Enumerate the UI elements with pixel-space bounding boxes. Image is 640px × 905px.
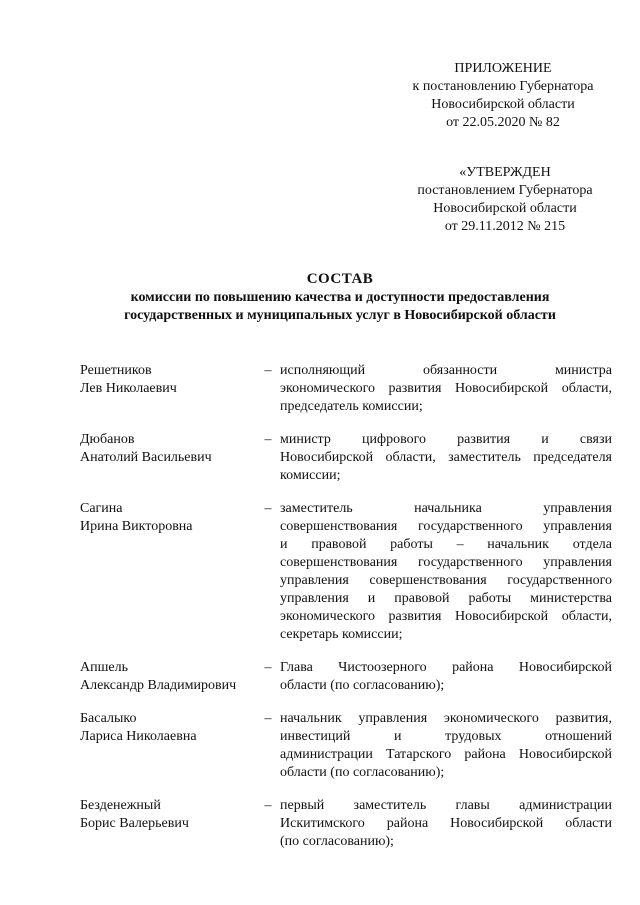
member-role: [280, 362, 612, 416]
role-line: области (по согласованию);: [280, 765, 445, 780]
appendix-line: от 22.05.2020 № 82: [446, 115, 560, 130]
member-given-name: Борис Валерьевич: [80, 816, 189, 831]
appendix-stamp: [394, 60, 612, 132]
separator-dash: –: [264, 501, 272, 516]
document-title: [60, 270, 620, 325]
member-given-name: Александр Владимирович: [80, 678, 237, 693]
approval-line: от 29.11.2012 № 215: [444, 219, 566, 234]
appendix-line: к постановлению Губернатора: [412, 79, 594, 94]
members-list: [80, 362, 612, 866]
member-entry: [80, 659, 612, 695]
role-line: совершенствования государственного управления: [280, 555, 612, 570]
member-role: [280, 659, 612, 695]
member-surname: Басалыко: [80, 711, 137, 726]
role-line: администрации Татарского района Новосибирской: [280, 747, 612, 762]
member-surname: Сагина: [80, 501, 123, 516]
role-line: председатель комиссии;: [280, 399, 423, 414]
approval-line: Новосибирской области: [433, 201, 577, 216]
approval-line: «УТВЕРЖДЕН: [459, 165, 551, 180]
role-line: и правовой работы – начальник отдела: [280, 537, 612, 552]
role-line: исполняющий обязанности министра: [280, 363, 612, 378]
member-entry: [80, 710, 612, 782]
role-line: совершенствования государственного управления: [280, 519, 612, 534]
role-line: первый заместитель главы администрации: [280, 798, 612, 813]
role-line: экономического развития Новосибирской области,: [280, 609, 612, 624]
member-entry: [80, 797, 612, 851]
appendix-line: Новосибирской области: [431, 97, 575, 112]
approval-line: постановлением Губернатора: [417, 183, 593, 198]
member-role: [280, 797, 612, 851]
role-line: заместитель начальника управления: [280, 501, 612, 516]
member-name: [80, 500, 256, 536]
separator-dash: –: [264, 798, 272, 813]
title-heading: СОСТАВ: [306, 271, 374, 287]
role-line: секретарь комиссии;: [280, 627, 403, 642]
member-name: [80, 797, 256, 833]
role-line: области (по согласованию);: [280, 678, 445, 693]
member-entry: [80, 431, 612, 485]
member-role: [280, 710, 612, 782]
title-line: государственных и муниципальных услуг в Новосибирской области: [124, 308, 556, 323]
member-given-name: Ирина Викторовна: [80, 519, 193, 534]
approval-stamp: [398, 164, 612, 236]
separator-dash: –: [264, 432, 272, 447]
role-line: управления и правовой работы министерства: [280, 591, 612, 606]
separator-dash: –: [264, 660, 272, 675]
role-line: экономического развития Новосибирской области,: [280, 381, 612, 396]
member-name: [80, 362, 256, 398]
role-line: комиссии;: [280, 468, 341, 483]
member-surname: Безденежный: [80, 798, 161, 813]
appendix-line: ПРИЛОЖЕНИЕ: [454, 61, 552, 76]
role-line: Искитимского района Новосибирской области: [280, 816, 612, 831]
member-entry: [80, 362, 612, 416]
member-role: [280, 500, 612, 644]
member-entry: [80, 500, 612, 644]
member-given-name: Лев Николаевич: [80, 381, 177, 396]
member-given-name: Анатолий Васильевич: [80, 450, 212, 465]
title-line: комиссии по повышению качества и доступности предоставления: [130, 290, 550, 305]
member-surname: Решетников: [80, 363, 152, 378]
role-line: управления совершенствования государственного: [280, 573, 612, 588]
role-line: Глава Чистоозерного района Новосибирской: [280, 660, 612, 675]
member-name: [80, 431, 256, 467]
role-line: начальник управления экономического развития,: [280, 711, 612, 726]
member-surname: Апшель: [80, 660, 128, 675]
member-name: [80, 659, 256, 695]
separator-dash: –: [264, 363, 272, 378]
separator-dash: –: [264, 711, 272, 726]
member-surname: Дюбанов: [80, 432, 135, 447]
role-line: (по согласованию);: [280, 834, 394, 849]
member-name: [80, 710, 256, 746]
member-given-name: Лариса Николаевна: [80, 729, 197, 744]
member-role: [280, 431, 612, 485]
role-line: инвестиций и трудовых отношений: [280, 729, 612, 744]
role-line: министр цифрового развития и связи: [280, 432, 612, 447]
role-line: Новосибирской области, заместитель председателя: [280, 450, 612, 465]
